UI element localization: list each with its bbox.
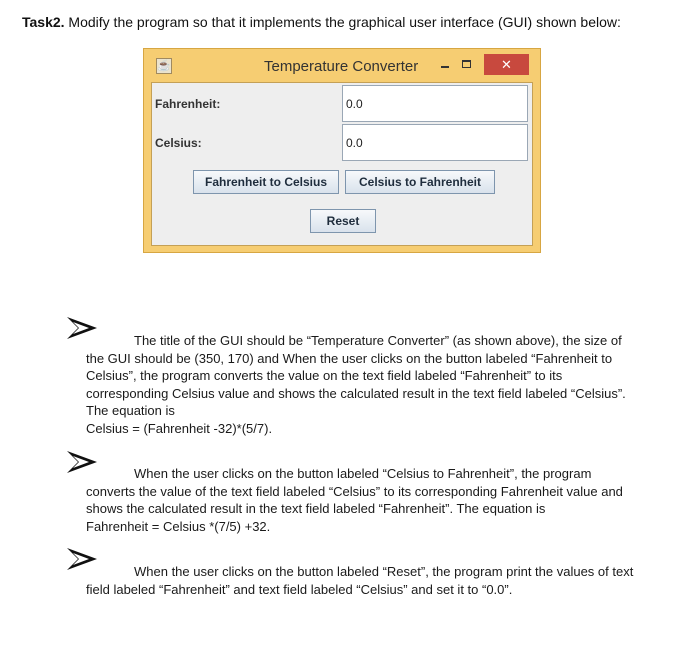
text-line: When the user clicks on the button labeled “Celsius to Fahrenheit”, the program [134,466,592,481]
task-heading-text: Modify the program so that it implements the graphical user interface (GUI) shown below: [64,14,621,30]
equation-line: Fahrenheit = Celsius *(7/5) +32. [86,518,271,534]
instruction-paragraph-2 [86,465,652,535]
text-line: Celsius”, the program converts the value on the text field labeled “Fahrenheit” to its [86,368,563,383]
close-button[interactable]: ✕ [484,54,529,75]
fahrenheit-to-celsius-button[interactable]: Fahrenheit to Celsius [193,170,339,194]
maximize-icon[interactable] [462,60,471,68]
fahrenheit-field[interactable] [342,85,528,122]
text-line: shows the calculated result in the text field labeled “Fahrenheit”. The equation is [86,501,546,516]
window-titlebar[interactable] [144,49,540,83]
equation-line: Celsius = (Fahrenheit -32)*(5/7). [86,420,273,436]
temperature-converter-window [143,48,541,253]
celsius-field[interactable] [342,124,528,161]
celsius-to-fahrenheit-button[interactable]: Celsius to Fahrenheit [345,170,495,194]
text-line: corresponding Celsius value and shows the calculated result in the text field labeled “Celsius”. [86,385,626,401]
text-line: The title of the GUI should be “Temperature Converter” (as shown above), the size of [134,333,622,348]
task-label: Task2. [22,14,65,30]
reset-button[interactable]: Reset [310,209,376,233]
window-title: Temperature Converter [264,58,419,75]
window-content [151,82,533,246]
instruction-paragraph-3 [86,563,652,598]
task-heading [22,14,621,30]
text-line: When the user clicks on the button labeled “Reset”, the program print the values of text [134,564,634,579]
java-app-icon[interactable]: ☕ [157,60,171,72]
instruction-paragraph-1 [86,332,652,437]
text-line: field labeled “Fahrenheit” and text field labeled “Celsius” and set it to “0.0”. [86,581,513,597]
text-line: converts the value of the text field labeled “Celsius” to its corresponding Fahrenheit value and [86,483,623,499]
text-line: the GUI should be (350, 170) and When the user clicks on the button labeled “Fahrenheit to [86,350,613,366]
fahrenheit-label: Fahrenheit: [155,97,221,111]
minimize-icon[interactable] [441,66,449,68]
celsius-label: Celsius: [155,136,202,150]
text-line: The equation is [86,403,175,418]
